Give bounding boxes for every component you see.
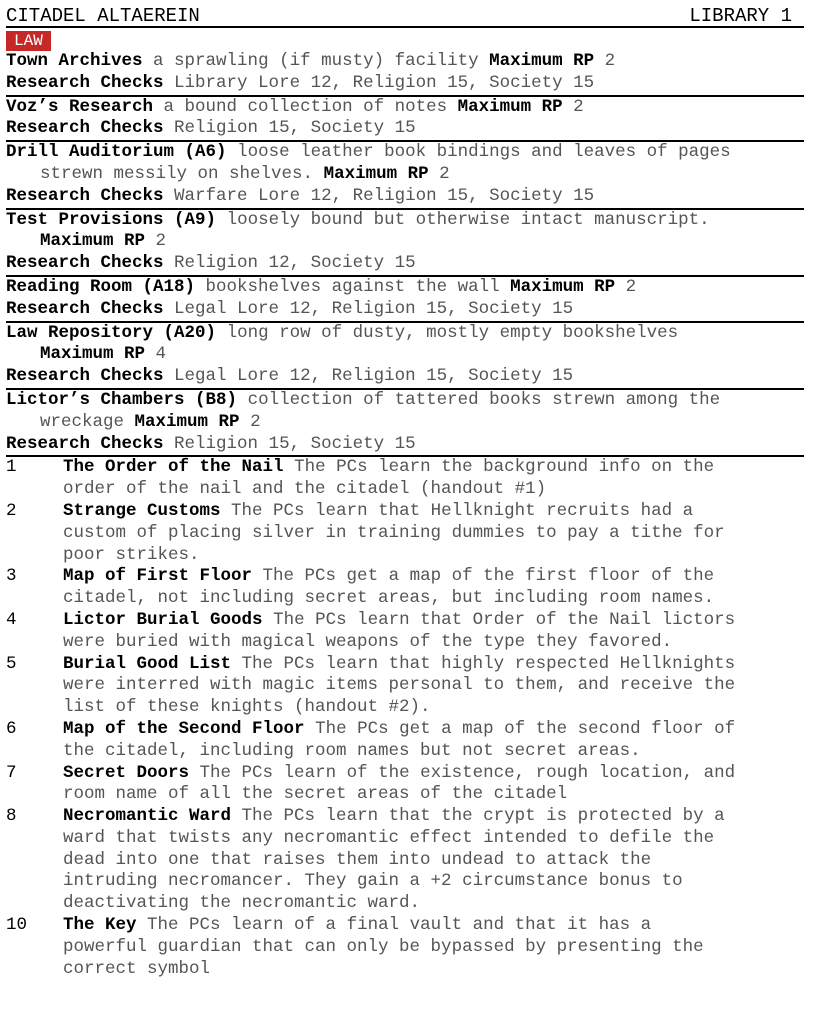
result-body	[63, 806, 804, 915]
location-line	[6, 390, 804, 434]
result-body	[63, 654, 804, 719]
location-line	[6, 51, 804, 73]
research-checks-label: Research Checks	[6, 72, 164, 93]
result-threshold: 1	[6, 457, 17, 478]
result-title: Burial Good List	[63, 653, 232, 674]
description-continued	[6, 412, 804, 434]
location-description: a sprawling (if musty) facility	[153, 51, 479, 71]
location-line	[6, 142, 804, 186]
result-text: The PCs learn that highly respected Hellknights	[241, 653, 736, 674]
result-text: dead into one that raises them into undead to attack the	[63, 849, 652, 870]
max-rp-value: 2	[250, 411, 261, 432]
location-description-continued: wreckage	[40, 411, 125, 432]
research-location	[6, 210, 804, 277]
result-text: The PCs learn that Hellknight recruits had a	[231, 500, 694, 521]
research-checks-value: Legal Lore 12, Religion 15, Society 15	[174, 366, 574, 387]
research-checks-value: Religion 12, Society 15	[174, 253, 416, 274]
result-body	[63, 610, 804, 654]
result-text: powerful guardian that can only be bypassed by presenting the	[63, 936, 704, 957]
max-rp-value: 2	[573, 96, 584, 117]
research-result	[6, 763, 804, 807]
research-checks-value: Library Lore 12, Religion 15, Society 15	[174, 72, 595, 93]
location-description: a bound collection of notes	[163, 96, 448, 117]
result-threshold: 6	[6, 718, 17, 739]
result-body	[63, 457, 804, 501]
result-text: deactivating the necromantic ward.	[63, 893, 421, 914]
location-name: Law Repository (A20)	[6, 322, 217, 343]
research-result	[6, 915, 804, 980]
result-body	[63, 763, 804, 807]
rp-continued	[6, 231, 804, 253]
result-text: The PCs learn of the existence, rough location, and	[199, 762, 736, 783]
result-text: The PCs get a map of the first floor of the	[262, 566, 715, 587]
location-name: Reading Room (A18)	[6, 276, 196, 297]
max-rp-label: Maximum RP	[510, 276, 616, 297]
location-line	[6, 97, 804, 119]
location-title: CITADEL ALTAEREIN	[6, 5, 200, 27]
result-text: the citadel, including room names but not secret areas.	[63, 740, 641, 761]
result-text: correct symbol	[63, 958, 211, 979]
research-checks-label: Research Checks	[6, 433, 164, 454]
research-checks-label: Research Checks	[6, 253, 164, 274]
research-result	[6, 806, 804, 915]
research-result	[6, 719, 804, 763]
max-rp-label: Maximum RP	[40, 344, 146, 365]
location-line	[6, 323, 804, 367]
result-text: The PCs learn the background info on the	[294, 457, 715, 478]
max-rp-value: 2	[155, 231, 167, 252]
result-body	[63, 566, 804, 610]
result-text: The PCs learn of a final vault and that it has a	[147, 915, 652, 936]
result-body	[63, 501, 804, 566]
max-rp-label: Maximum RP	[489, 51, 595, 71]
max-rp-label: Maximum RP	[40, 231, 146, 252]
result-text: ward that twists any necromantic effect intended to defile the	[63, 827, 715, 848]
result-text: The PCs get a map of the second floor of	[315, 718, 736, 739]
result-body	[63, 719, 804, 763]
research-checks-label: Research Checks	[6, 366, 164, 387]
location-name: Test Provisions (A9)	[6, 209, 217, 230]
result-text: order of the nail and the citadel (handout #1)	[63, 479, 547, 500]
location-line	[6, 210, 804, 254]
location-description-continued: strewn messily on shelves.	[40, 163, 314, 184]
research-location	[6, 390, 804, 457]
research-location	[6, 277, 804, 323]
location-description: loose leather book bindings and leaves of pages	[237, 142, 731, 163]
result-threshold: 3	[6, 566, 17, 587]
research-checks-value: Legal Lore 12, Religion 15, Society 15	[174, 298, 574, 319]
result-text: list of these knights (handout #2).	[63, 697, 431, 718]
result-title: The Order of the Nail	[63, 457, 284, 478]
research-checks-line	[6, 186, 804, 210]
result-threshold: 7	[6, 762, 17, 783]
location-name: Voz’s Research	[6, 96, 154, 117]
location-line	[6, 277, 804, 299]
max-rp-label: Maximum RP	[457, 96, 563, 117]
result-text: citadel, not including secret areas, but including room names.	[63, 588, 715, 609]
research-result	[6, 610, 804, 654]
research-checks-line	[6, 366, 804, 390]
result-threshold: 4	[6, 609, 17, 630]
research-checks-value: Religion 15, Society 15	[174, 118, 416, 139]
research-location	[6, 142, 804, 209]
research-result	[6, 654, 804, 719]
result-text: custom of placing silver in training dummies to pay a tithe for	[63, 522, 725, 543]
research-checks-value: Warfare Lore 12, Religion 15, Society 15	[174, 185, 595, 206]
result-text: The PCs learn that Order of the Nail lictors	[273, 609, 736, 630]
max-rp-label: Maximum RP	[323, 163, 429, 184]
max-rp-value: 2	[439, 163, 450, 184]
result-title: The Key	[63, 915, 137, 936]
description-continued	[6, 164, 804, 186]
location-name: Lictor’s Chambers (B8)	[6, 389, 238, 410]
location-description: loosely bound but otherwise intact manuscript.	[226, 209, 710, 230]
result-body	[63, 915, 804, 980]
trait-badge: LAW	[6, 31, 51, 51]
research-results	[6, 457, 804, 980]
result-text: intruding necromancer. They gain a +2 circumstance bonus to	[63, 871, 683, 892]
rp-continued	[6, 344, 804, 366]
result-threshold: 8	[6, 806, 17, 827]
research-checks-value: Religion 15, Society 15	[174, 433, 416, 454]
research-checks-line	[6, 299, 804, 323]
result-title: Lictor Burial Goods	[63, 609, 263, 630]
research-checks-line	[6, 73, 804, 97]
location-description: bookshelves against the wall	[205, 276, 500, 297]
location-name: Town Archives	[6, 51, 143, 71]
location-name: Drill Auditorium (A6)	[6, 142, 227, 163]
max-rp-label: Maximum RP	[134, 411, 240, 432]
research-location	[6, 51, 804, 97]
research-location	[6, 97, 804, 143]
research-checks-line	[6, 118, 804, 142]
result-text: were buried with magical weapons of the type they favored.	[63, 631, 673, 652]
library-sheet	[6, 6, 804, 980]
result-threshold: 10	[6, 915, 28, 936]
research-checks-line	[6, 253, 804, 277]
library-level: LIBRARY 1	[689, 5, 792, 27]
result-title: Secret Doors	[63, 762, 190, 783]
research-checks-label: Research Checks	[6, 118, 164, 139]
research-checks-label: Research Checks	[6, 298, 164, 319]
result-threshold: 5	[6, 653, 17, 674]
research-result	[6, 501, 804, 566]
result-text: were interred with magic items personal to them, and receive the	[63, 675, 736, 696]
result-text: room name of all the secret areas of the citadel	[63, 784, 568, 805]
result-title: Map of the Second Floor	[63, 718, 305, 739]
location-description: collection of tattered books strewn among the	[247, 389, 721, 410]
result-threshold: 2	[6, 500, 17, 521]
research-result	[6, 457, 804, 501]
research-checks-label: Research Checks	[6, 185, 164, 206]
page-header	[6, 6, 804, 28]
location-description: long row of dusty, mostly empty bookshelves	[226, 322, 679, 343]
result-title: Map of First Floor	[63, 566, 253, 587]
research-checks-line	[6, 434, 804, 458]
research-result	[6, 566, 804, 610]
result-text: poor strikes.	[63, 544, 200, 565]
result-title: Necromantic Ward	[63, 806, 232, 827]
max-rp-value: 4	[155, 344, 167, 365]
result-title: Strange Customs	[63, 500, 221, 521]
research-locations	[6, 51, 804, 457]
max-rp-value: 2	[625, 276, 637, 297]
max-rp-value: 2	[604, 51, 616, 71]
result-text: The PCs learn that the crypt is protected by a	[241, 806, 725, 827]
research-location	[6, 323, 804, 390]
